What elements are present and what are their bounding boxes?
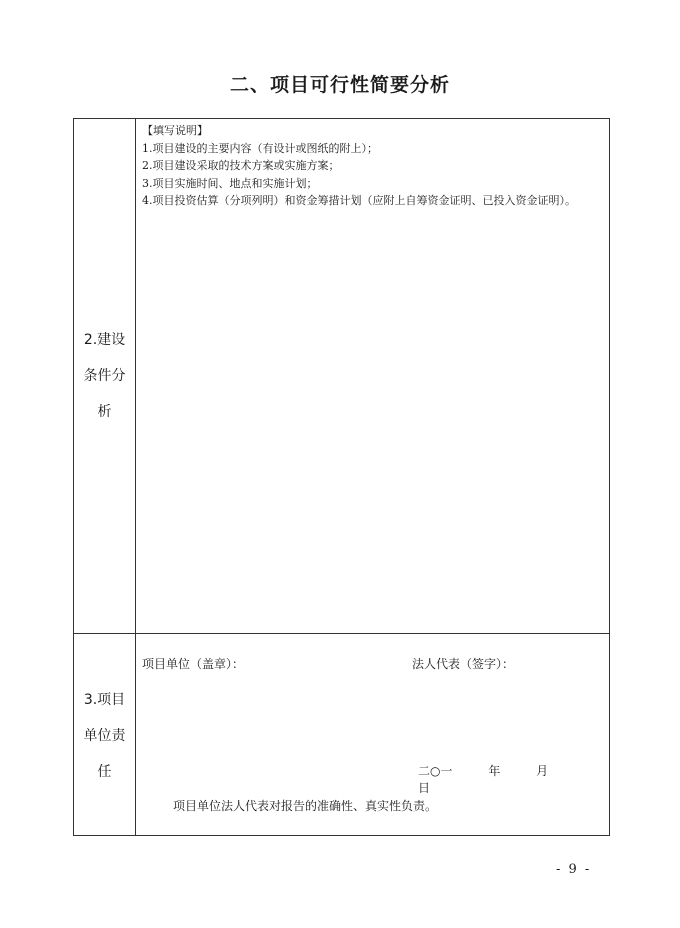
unit-responsibility-label: 3.项目单位责任 bbox=[83, 691, 126, 780]
date-year: 年 bbox=[488, 764, 501, 778]
unit-seal-label: 项目单位（盖章）： bbox=[142, 657, 245, 671]
responsibility-statement: 项目单位法人代表对报告的准确性、真实性负责。 bbox=[173, 799, 438, 813]
date-day: 日 bbox=[418, 781, 431, 795]
instruction-item: 3.项目实施时间、地点和实施计划； bbox=[142, 176, 318, 190]
date-month: 月 bbox=[536, 764, 549, 778]
instructions-header: 【填写说明】 bbox=[142, 124, 208, 137]
instruction-item: 4.项目投资估算（分项列明）和资金筹措计划（应附上自筹资金证明、已投入资金证明）。 bbox=[142, 194, 576, 207]
date-line bbox=[418, 762, 609, 796]
page-number: - 9 - bbox=[556, 862, 592, 877]
responsibility-area bbox=[136, 634, 609, 835]
page-title: 二、项目可行性简要分析 bbox=[229, 74, 450, 96]
construction-conditions-label: 2.建设条件分析 bbox=[83, 332, 126, 420]
date-prefix: 二○一 bbox=[418, 764, 453, 778]
instruction-item: 2.项目建设采取的技术方案或实施方案； bbox=[142, 159, 340, 172]
unit-responsibility-label-cell bbox=[74, 634, 135, 837]
construction-conditions-label-cell bbox=[74, 119, 135, 633]
fill-instructions bbox=[142, 122, 607, 210]
feasibility-form-table bbox=[73, 118, 610, 836]
instruction-item: 1.项目建设的主要内容（有设计或图纸的附上）； bbox=[142, 141, 378, 155]
legal-rep-signature-label: 法人代表（签字）： bbox=[412, 657, 515, 671]
